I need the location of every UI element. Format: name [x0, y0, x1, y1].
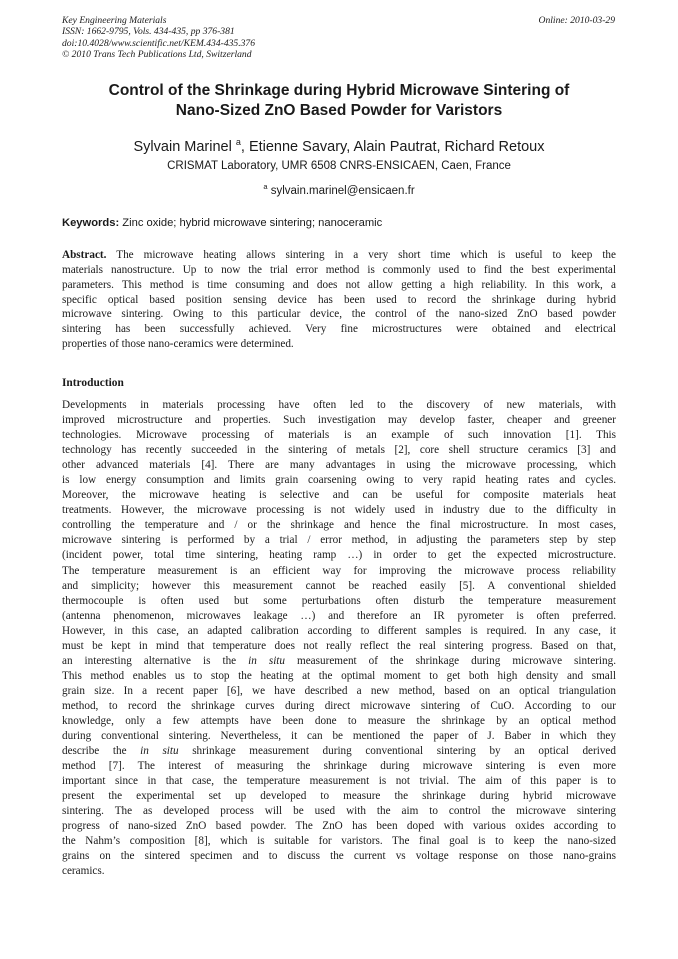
- intro-line: (antenna phenomenon, microwaves leakage …) and therefore an IR pyrometer is often preferred.: [62, 609, 616, 622]
- section-heading-introduction: Introduction: [62, 377, 124, 389]
- intro-line: describe the in situ shrinkage measurement during conventional sintering by an optical derived: [62, 745, 616, 758]
- intro-line: treatments. However, the microwave processing is not widely used in industry due to the difficulty in: [62, 504, 616, 517]
- intro-line: present the experimental set up developed to measure the shrinkage during hybrid microwave: [62, 790, 616, 803]
- intro-line: The temperature measurement is an efficient way for improving the microwave process reliability: [62, 564, 616, 577]
- intro-line: controlling the temperature and / or the shrinkage and hence the final microstructure. In most cases,: [62, 519, 616, 532]
- intro-line: Developments in materials processing have often led to the discovery of new materials, with: [62, 399, 616, 411]
- intro-line: (incident power, total time sintering, heating ramp …) in order to get the expected microstructure.: [62, 549, 616, 562]
- intro-line: method [7]. The interest of measuring the shrinkage during microwave sintering is even more: [62, 760, 616, 773]
- abstract-line: parameters. This method is time consuming and does not allow getting a high reliability. In this work, a: [62, 278, 616, 291]
- intro-line: ceramics.: [62, 865, 105, 878]
- abstract-line: materials nanostructure. Up to now the trial error method is commonly used to find the best experimental: [62, 263, 616, 276]
- abstract-line: specific optical based position sensing device has been used to record the shrinkage during hybrid: [62, 293, 616, 306]
- intro-line: thermocouple is often used but some perturbations often disturb the temperature measurement: [62, 594, 616, 607]
- intro-line: and simplicity; however this measurement cannot be reached easily [5]. A conventional shielded: [62, 579, 616, 592]
- keywords: [62, 216, 382, 230]
- intro-line: is low energy consumption and limits grain coarsening owing to very rapid heating rates and cycles.: [62, 474, 616, 487]
- paper-title: [62, 81, 616, 121]
- abstract-line: microwave sintering. Owing to this particular device, the control of the nano-sized ZnO based powder: [62, 308, 616, 321]
- abstract: [62, 248, 616, 352]
- keywords-text: Zinc oxide; hybrid microwave sintering; nanoceramic: [119, 217, 383, 229]
- email-address: sylvain.marinel@ensicaen.fr: [270, 185, 415, 197]
- intro-line: improved microstructure and properties. Such investigation may develop faster, cheaper and greener: [62, 414, 616, 427]
- intro-line: grain size. In a recent paper [6], we have described a new method, based on an optical triangulation: [62, 684, 616, 697]
- intro-line: important since in that case, the temperature measurement is not trivial. The aim of this paper is to: [62, 775, 616, 788]
- intro-line: knowledge, only a few attempts have been done to measure the shrinkage by an optical method: [62, 714, 616, 727]
- journal-name: Key Engineering Materials: [62, 15, 167, 26]
- author-others: , Etienne Savary, Alain Pautrat, Richard Retoux: [240, 139, 545, 155]
- author-list: [62, 133, 616, 156]
- intro-line: other advanced materials [4]. There are many advantages in using the microwave processing, which: [62, 459, 616, 472]
- title-line: Nano-Sized ZnO Based Powder for Varistors: [175, 102, 503, 119]
- intro-line: an interesting alternative is the in situ measurement of the shrinkage during microwave sintering.: [62, 654, 617, 667]
- abstract-line: properties of those nano-ceramics were determined.: [62, 338, 294, 351]
- email-marker: a: [263, 182, 268, 191]
- affiliation: CRISMAT Laboratory, UMR 6508 CNRS-ENSICAEN, Caen, France: [167, 160, 511, 172]
- intro-line: method, to record the shrinkage curves during direct microwave sintering of CuO. According to our: [62, 699, 616, 712]
- abstract-line: sintering has been successfully achieved. Very fine microstructures were obtained and electrical: [62, 323, 616, 336]
- intro-line: sintering. The as developed process will be used with the aim to control the microwave sintering: [62, 805, 616, 818]
- author-email: [62, 180, 616, 198]
- keywords-label: Keywords:: [62, 217, 120, 229]
- introduction-body: [62, 398, 616, 880]
- author-affil-marker: a: [235, 137, 241, 147]
- intro-line: technology has recently succeeded in the sintering of metals [2], core shell structure ceramics [3] and: [62, 444, 616, 457]
- intro-line: This method enables us to stop the heating at the optimal moment to get both high density and small: [62, 669, 616, 682]
- journal-info: [62, 15, 255, 60]
- abstract-label: Abstract.: [62, 249, 107, 261]
- intro-line: However, in this case, an adapted calibration according to different samples is required. In any case, it: [62, 624, 616, 637]
- intro-line: must be kept in mind that temperature does not really reflect the real sintering progress. Based on that,: [62, 639, 616, 652]
- journal-doi: doi:10.4028/www.scientific.net/KEM.434-435.376: [62, 37, 256, 49]
- intro-line: microwave sintering is performed by a trial / error method, in adjusting the parameters step by step: [62, 534, 616, 547]
- author-first: Sylvain Marinel: [133, 139, 232, 155]
- abstract-line: Abstract. The microwave heating allows sintering in a very short time which is useful to keep the: [62, 249, 616, 261]
- intro-line: during conventional sintering. Nevertheless, it can be mentioned the paper of J. Baber in which they: [62, 730, 616, 743]
- intro-line: progress of nano-sized ZnO based powder. The ZnO has been doped with various oxides according to: [62, 820, 616, 833]
- intro-line: Moreover, the microwave heating is selective and can be useful for composite materials heat: [62, 489, 616, 502]
- title-line: Control of the Shrinkage during Hybrid Microwave Sintering of: [108, 82, 570, 99]
- journal-copyright: © 2010 Trans Tech Publications Ltd, Switzerland: [62, 48, 252, 60]
- intro-line: technologies. Microwave processing of materials is an example of such innovation [1]. This: [62, 429, 616, 442]
- journal-issn: ISSN: 1662-9795, Vols. 434-435, pp 376-381: [62, 26, 235, 38]
- intro-line: grains on the sintered specimen and to discuss the current vs voltage response on those nano-grains: [62, 850, 616, 863]
- online-date: Online: 2010-03-29: [538, 15, 615, 26]
- intro-line: the Nahm’s composition [8], which is suitable for varistors. The final goal is to keep the nano-sized: [62, 835, 616, 848]
